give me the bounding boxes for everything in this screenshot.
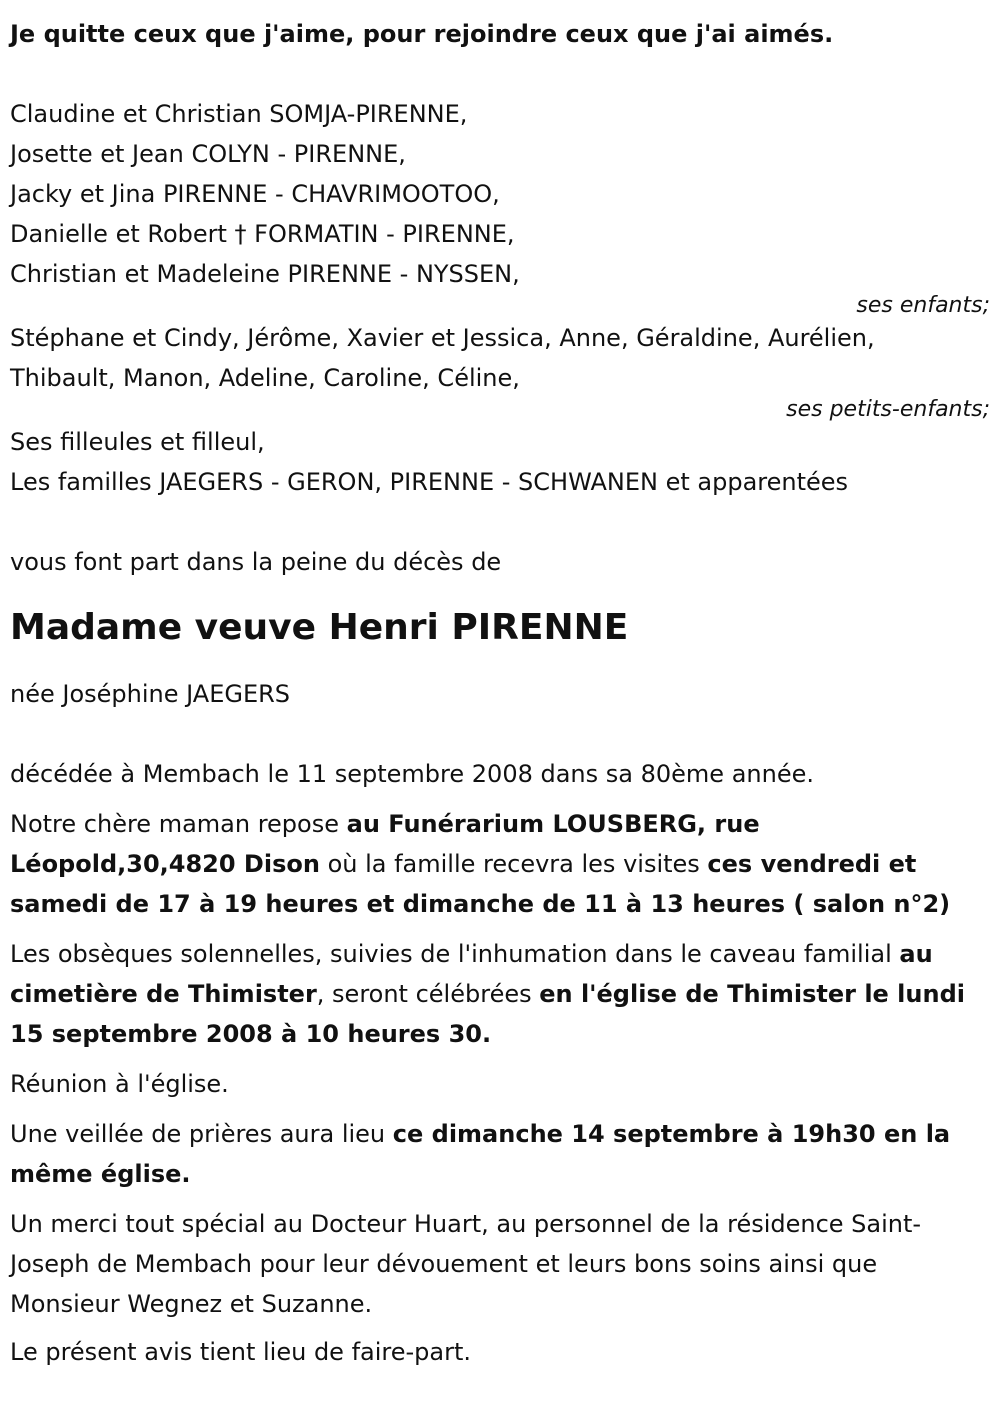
- meeting-text: Réunion à l'église.: [10, 1070, 229, 1098]
- grandchildren-line: Stéphane et Cindy, Jérôme, Xavier et Jessica, Anne, Géraldine, Aurélien,: [10, 324, 875, 352]
- funeral-text-1: Les obsèques solennelles, suivies de l'inhumation dans le caveau familial: [10, 940, 900, 968]
- children-list: [10, 94, 990, 294]
- child-line: Josette et Jean COLYN - PIRENNE,: [10, 140, 406, 168]
- born-name: née Joséphine JAEGERS: [10, 680, 291, 708]
- child-line: Christian et Madeleine PIRENNE - NYSSEN,: [10, 260, 520, 288]
- announcement-text: vous font part dans la peine du décès de: [10, 548, 502, 576]
- grandchildren-list: [10, 318, 990, 398]
- opening-quote: Je quitte ceux que j'aime, pour rejoindre ceux que j'ai aimés.: [10, 20, 834, 48]
- vigil-text-1: Une veillée de prières aura lieu: [10, 1120, 393, 1148]
- visitation-paragraph: [10, 804, 985, 924]
- visitation-text-2: où la famille recevra les visites: [319, 850, 708, 878]
- deceased-name: Madame veuve Henri PIRENNE: [10, 607, 629, 648]
- visitation-hours: ces vendredi et samedi de 17 à 19 heures et dimanche de 11 à 13 heures ( salon n°2): [10, 850, 951, 918]
- vigil-date: ce dimanche 14 septembre à 19h30 en la même église.: [10, 1120, 951, 1188]
- visitation-location: au Funérarium LOUSBERG, rue Léopold,30,4820 Dison: [10, 810, 760, 878]
- thanks-paragraph: Un merci tout spécial au Docteur Huart, au personnel de la résidence Saint-Joseph de Membach pour leur dévouement et leurs bons soins ainsi que Monsieur Wegnez et Suzanne.: [10, 1210, 922, 1318]
- grandchildren-note: ses petits-enfants;: [786, 397, 990, 422]
- child-line: Danielle et Robert † FORMATIN - PIRENNE,: [10, 220, 515, 248]
- others-line: Ses filleules et filleul,: [10, 428, 265, 456]
- funeral-paragraph: [10, 934, 985, 1054]
- grandchildren-line: Thibault, Manon, Adeline, Caroline, Céline,: [10, 364, 520, 392]
- closing-text: Le présent avis tient lieu de faire-part.: [10, 1338, 472, 1366]
- vigil-paragraph: [10, 1114, 985, 1194]
- others-line: Les familles JAEGERS - GERON, PIRENNE - SCHWANEN et apparentées: [10, 468, 849, 496]
- funeral-text-2: , seront célébrées: [316, 980, 540, 1008]
- funeral-church-date: en l'église de Thimister le lundi 15 septembre 2008 à 10 heures 30.: [10, 980, 965, 1048]
- visitation-text-1: Notre chère maman repose: [10, 810, 347, 838]
- children-note: ses enfants;: [856, 293, 990, 318]
- others-list: [10, 422, 990, 502]
- funeral-cemetery: au cimetière de Thimister: [10, 940, 933, 1008]
- death-info: décédée à Membach le 11 septembre 2008 dans sa 80ème année.: [10, 760, 814, 788]
- child-line: Claudine et Christian SOMJA-PIRENNE,: [10, 100, 468, 128]
- child-line: Jacky et Jina PIRENNE - CHAVRIMOOTOO,: [10, 180, 500, 208]
